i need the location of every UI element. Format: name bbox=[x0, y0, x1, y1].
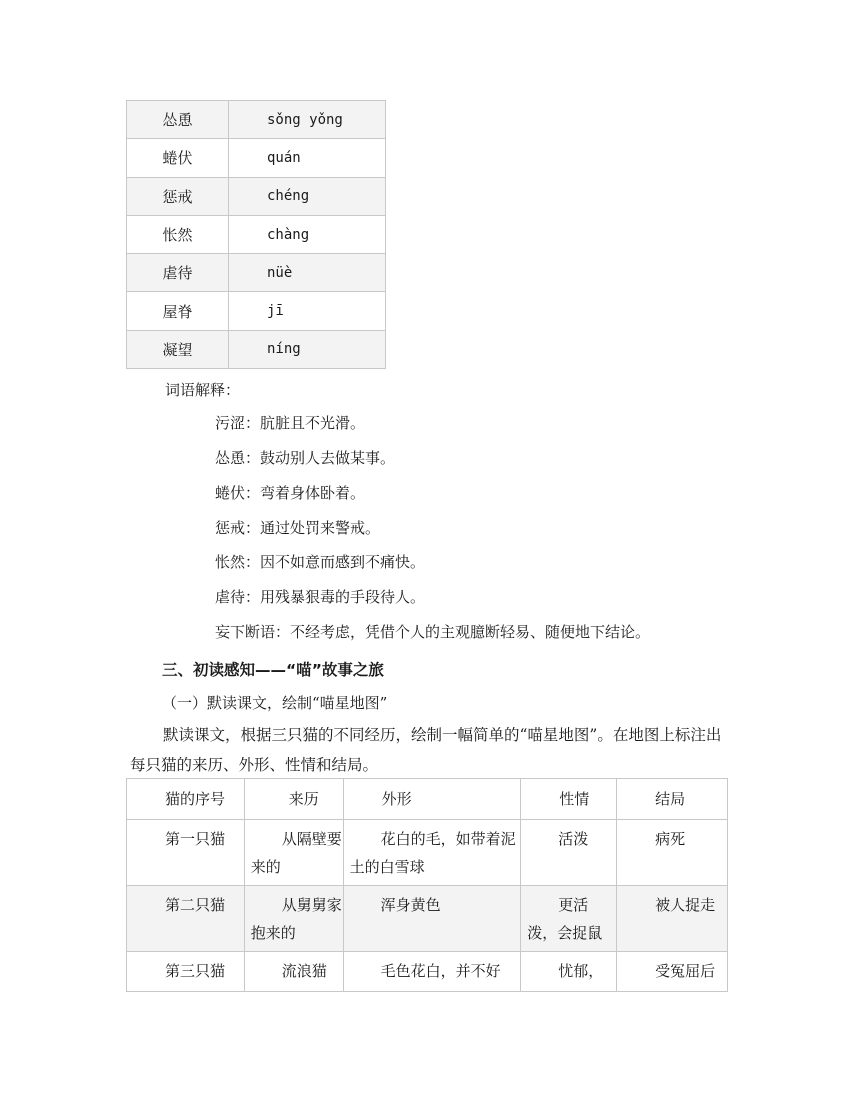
header-cell: 猫的序号 bbox=[127, 779, 245, 820]
word-cell: 屋脊 bbox=[127, 292, 229, 330]
instruction-paragraph: 默读课文，根据三只猫的不同经历，绘制一幅简单的“喵星地图”。在地图上标注出每只猫的来历、外形、性情和结局。 bbox=[130, 726, 722, 774]
origin-cell: 从舅舅家抱来的 bbox=[244, 886, 343, 952]
ending-cell: 病死 bbox=[617, 820, 728, 886]
pinyin-cell: nüè bbox=[229, 254, 386, 292]
cat-number-cell: 第二只猫 bbox=[127, 886, 245, 952]
appearance-cell: 花白的毛，如带着泥土的白雪球 bbox=[343, 820, 521, 886]
definition-item: 怂恿：鼓动别人去做某事。 bbox=[215, 449, 396, 467]
header-cell: 外形 bbox=[343, 779, 521, 820]
pinyin-row bbox=[127, 101, 386, 139]
pinyin-cell: níng bbox=[229, 330, 386, 368]
word-cell: 怂恿 bbox=[127, 101, 229, 139]
pinyin-row bbox=[127, 139, 386, 177]
cat-number-cell: 第三只猫 bbox=[127, 952, 245, 992]
word-cell: 蜷伏 bbox=[127, 139, 229, 177]
pinyin-cell: chàng bbox=[229, 215, 386, 253]
temperament-cell: 更活泼，会捉鼠 bbox=[521, 886, 617, 952]
word-cell: 凝望 bbox=[127, 330, 229, 368]
vocab-label: 词语解释： bbox=[165, 381, 241, 399]
cat-table-row bbox=[127, 886, 728, 952]
cat-table-header bbox=[127, 779, 728, 820]
pinyin-cell: quán bbox=[229, 139, 386, 177]
word-cell: 惩戒 bbox=[127, 177, 229, 215]
pinyin-row bbox=[127, 330, 386, 368]
pinyin-cell: sǒng yǒng bbox=[229, 101, 386, 139]
pinyin-row bbox=[127, 215, 386, 253]
temperament-cell: 忧郁， bbox=[521, 952, 617, 992]
section-heading: 三、初读感知——“喵”故事之旅 bbox=[162, 661, 384, 679]
pinyin-table bbox=[126, 100, 386, 369]
definition-item: 蜷伏：弯着身体卧着。 bbox=[215, 484, 366, 502]
word-cell: 怅然 bbox=[127, 215, 229, 253]
ending-cell: 被人捉走 bbox=[617, 886, 728, 952]
cat-table bbox=[126, 778, 728, 992]
pinyin-row bbox=[127, 292, 386, 330]
header-cell: 性情 bbox=[521, 779, 617, 820]
cat-table-row bbox=[127, 820, 728, 886]
pinyin-row bbox=[127, 254, 386, 292]
origin-cell: 从隔壁要来的 bbox=[244, 820, 343, 886]
cat-table-row bbox=[127, 952, 728, 992]
definition-item: 怅然：因不如意而感到不痛快。 bbox=[215, 553, 426, 571]
header-cell: 来历 bbox=[244, 779, 343, 820]
cat-number-cell: 第一只猫 bbox=[127, 820, 245, 886]
pinyin-cell: jī bbox=[229, 292, 386, 330]
subsection-heading: （一）默读课文，绘制“喵星地图” bbox=[162, 694, 388, 712]
appearance-cell: 毛色花白，并不好 bbox=[343, 952, 521, 992]
appearance-cell: 浑身黄色 bbox=[343, 886, 521, 952]
definition-item: 虐待：用残暴狠毒的手段待人。 bbox=[215, 588, 426, 606]
word-cell: 虐待 bbox=[127, 254, 229, 292]
definition-item: 污涩：肮脏且不光滑。 bbox=[215, 414, 366, 432]
origin-cell: 流浪猫 bbox=[244, 952, 343, 992]
ending-cell: 受冤屈后 bbox=[617, 952, 728, 992]
pinyin-cell: chéng bbox=[229, 177, 386, 215]
definition-item: 妄下断语：不经考虑，凭借个人的主观臆断轻易、随便地下结论。 bbox=[215, 623, 651, 641]
temperament-cell: 活泼 bbox=[521, 820, 617, 886]
header-cell: 结局 bbox=[617, 779, 728, 820]
pinyin-row bbox=[127, 177, 386, 215]
definition-item: 惩戒：通过处罚来警戒。 bbox=[215, 519, 381, 537]
